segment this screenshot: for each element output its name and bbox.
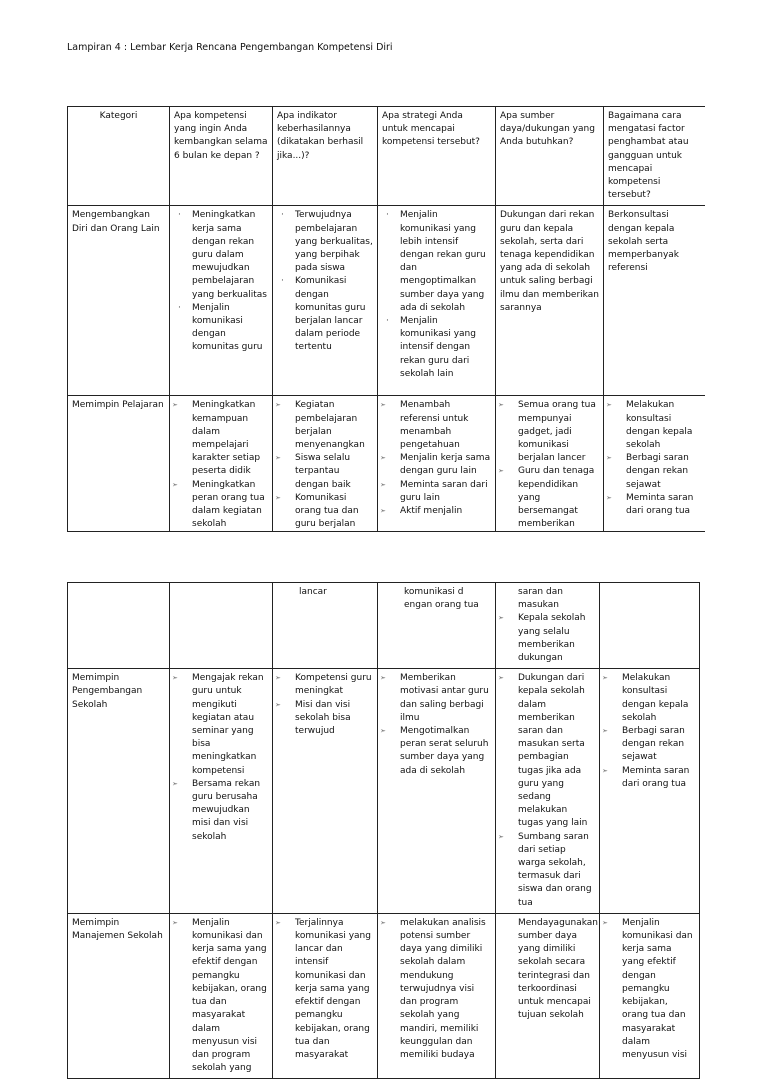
list-item: ➣ Kompetensi guru meningkat	[277, 672, 373, 698]
list-item: ➣ Meminta saran dari orang tua	[604, 765, 695, 791]
list-item: ➣ Melakukan konsultasi dengan kepala sekolah	[608, 399, 701, 452]
list-item: ➣ Misi dan visi sekolah bisa terwujud	[277, 699, 373, 739]
list-item: ➣ Menjalin kerja sama dengan guru lain	[382, 452, 491, 478]
indikator-cont: lancar	[273, 583, 378, 669]
list-item: ➣ Meminta saran dari orang tua	[608, 492, 701, 518]
penghambat-cell	[600, 583, 700, 669]
header-kategori: Kategori	[68, 107, 170, 206]
list-item: ➣ Menambah referensi untuk menambah pengetahuan	[382, 399, 491, 452]
header-sumber: Apa sumber daya/dukungan yang Anda butuhkan?	[496, 107, 604, 206]
strategi-list	[382, 917, 491, 1062]
sumber-list	[500, 672, 595, 910]
table-row	[68, 913, 700, 1078]
sumber-text: Dukungan dari rekan guru dan kepala sekolah, serta dari tenaga kependidikan yang ada di sekolah untuk saling berbagi ilmu dan memberikan sarannya	[500, 210, 599, 313]
list-item: ➣ Meminta saran dari guru lain	[382, 479, 491, 505]
table-row	[68, 669, 700, 914]
header-penghambat: Bagaimana cara mengatasi factor penghambat atau gangguan untuk mencapai kompetensi tersebut?	[604, 107, 705, 206]
list-item: ➣ Berbagi saran dengan rekan sejawat	[604, 725, 695, 765]
kompetensi-list	[174, 917, 268, 1075]
list-item: · Meningkatkan kerja sama dengan rekan guru dalam mewujudkan pembelajaran yang berkualitas	[174, 209, 268, 301]
kategori-cell: Memimpin Pengembangan Sekolah	[68, 669, 170, 914]
list-item: ➣ Menjalin komunikasi dan kerja sama yang efektif dengan pemangku kebijakan, orang tua dan masyarakat dalam menyusun visi	[604, 917, 695, 1062]
list-item: ➣ Aktif menjalin	[382, 505, 491, 518]
strategi-list	[382, 672, 491, 778]
kompetensi-list	[174, 672, 268, 844]
list-item: ➣ Melakukan konsultasi dengan kepala sekolah	[604, 672, 695, 725]
kategori-cell	[68, 583, 170, 669]
list-item: ➣ Terjalinnya komunikasi yang lancar dan intensif komunikasi dan kerja sama yang efektif dengan pemangku kebijakan, orang tua dan masyarakat	[277, 917, 373, 1062]
list-item: ➣ Sumbang saran dari setiap warga sekolah, termasuk dari siswa dan orang tua	[500, 831, 595, 910]
list-item: ➣ Bersama rekan guru berusaha mewujudkan misi dan visi sekolah	[174, 778, 268, 844]
competency-table-page-2	[67, 582, 700, 1079]
list-item: ➣ Meningkatkan kemampuan dalam mempelajari karakter setiap peserta didik	[174, 399, 268, 478]
list-item: ➣ Kepala sekolah yang selalu memberikan dukungan	[500, 612, 595, 665]
continuation-row	[68, 583, 700, 669]
list-item: · Menjalin komunikasi yang lebih intensif dengan rekan guru dan mengoptimalkan sumber daya yang ada di sekolah	[382, 209, 491, 315]
header-strategi: Apa strategi Anda untuk mencapai kompetensi tersebut?	[378, 107, 496, 206]
list-item: ➣ melakukan analisis potensi sumber daya yang dimiliki sekolah dalam mendukung terwujudnya visi dan program sekolah yang mandiri, memiliki keunggulan dan memiliki budaya	[382, 917, 491, 1062]
list-item: ➣ Menjalin komunikasi dan kerja sama yang efektif dengan pemangku kebijakan, orang tua dan masyarakat dalam menyusun visi dan program sekolah yang	[174, 917, 268, 1075]
kategori-cell: Memimpin Pelajaran	[68, 396, 170, 532]
penghambat-text: Berkonsultasi dengan kepala sekolah serta memperbanyak referensi	[608, 210, 680, 274]
kategori-cell: Mengembangkan Diri dan Orang Lain	[68, 206, 170, 396]
penghambat-list	[604, 672, 695, 791]
list-item: · Menjalin komunikasi dengan komunitas guru	[174, 302, 268, 355]
list-item: ➣ Berbagi saran dengan rekan sejawat	[608, 452, 701, 492]
list-item: · Terwujudnya pembelajaran yang berkualitas, yang berpihak pada siswa	[277, 209, 373, 275]
list-item: ➣ Mengotimalkan peran serat seluruh sumber daya yang ada di sekolah	[382, 725, 491, 778]
kompetensi-cell	[170, 583, 273, 669]
penghambat-list	[604, 917, 695, 1062]
strategi-cont: komunikasi d engan orang tua	[378, 583, 496, 669]
list-item: ➣ Dukungan dari kepala sekolah dalam memberikan saran dan masukan serta pembagian tugas jika ada guru yang sedang melakukan tugas yang lain	[500, 672, 595, 830]
sumber-text: Mendayagunakan sumber daya yang dimiliki sekolah secara terintegrasi dan terkoordinasi untuk mencapai tujuan sekolah	[496, 913, 600, 1078]
page-title: Lampiran 4 : Lembar Kerja Rencana Pengembangan Kompetensi Diri	[67, 42, 393, 53]
list-item: ➣ Kegiatan pembelajaran berjalan menyenangkan	[277, 399, 373, 452]
kategori-cell: Memimpin Manajemen Sekolah	[68, 913, 170, 1078]
list-item: ➣ Semua orang tua mempunyai gadget, jadi komunikasi berjalan lancer	[500, 399, 599, 465]
header-kompetensi: Apa kompetensi yang ingin Anda kembangkan selama 6 bulan ke depan ?	[170, 107, 273, 206]
indikator-list	[277, 917, 373, 1062]
list-item: ➣ Mengajak rekan guru untuk mengikuti kegiatan atau seminar yang bisa meningkatkan kompetensi	[174, 672, 268, 778]
list-item: ➣ Meningkatkan peran orang tua dalam kegiatan sekolah	[174, 479, 268, 532]
list-item: ➣ Siswa selalu terpantau dengan baik	[277, 452, 373, 492]
sumber-list	[500, 612, 595, 665]
header-indikator: Apa indikator keberhasilannya (dikatakan berhasil jika...)?	[273, 107, 378, 206]
list-item: ➣ Komunikasi orang tua dan guru berjalan	[277, 492, 373, 532]
indikator-list	[277, 672, 373, 738]
list-item: · Menjalin komunikasi yang intensif dengan rekan guru dari sekolah lain	[382, 315, 491, 381]
list-item: ➣ Memberikan motivasi antar guru dan saling berbagi ilmu	[382, 672, 491, 725]
list-item: · Komunikasi dengan komunitas guru berjalan lancar dalam periode tertentu	[277, 275, 373, 354]
sumber-cont: saran dan masukan	[518, 587, 563, 611]
list-item: ➣ Guru dan tenaga kependidikan yang bersemangat memberikan	[500, 465, 599, 531]
